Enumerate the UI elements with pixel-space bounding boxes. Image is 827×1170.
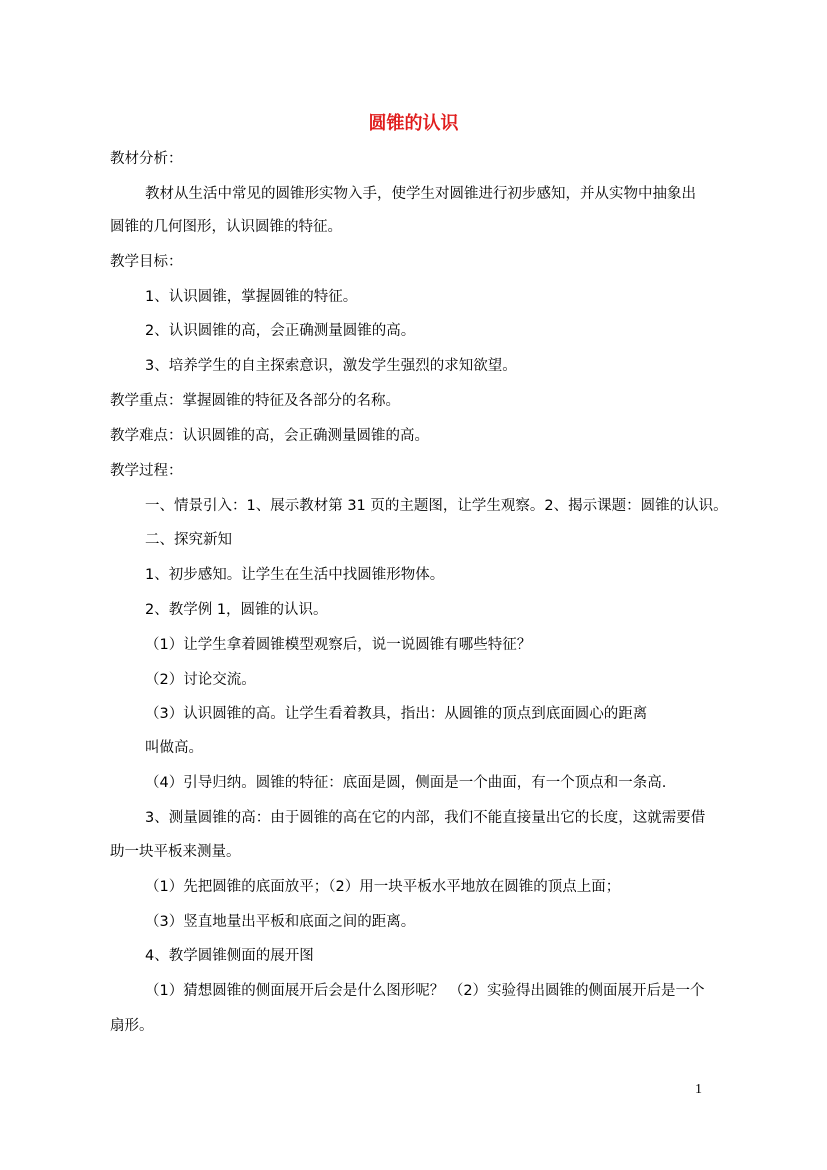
list-item: （3）认识圆锥的高。让学生看着教具，指出：从圆锥的顶点到底面圆心的距离 — [145, 706, 648, 722]
paragraph-line: 助一块平板来测量。 — [110, 844, 241, 860]
list-item: 1、初步感知。让学生在生活中找圆锥形物体。 — [145, 567, 445, 583]
list-item: 3、测量圆锥的高：由于圆锥的高在它的内部，我们不能直接量出它的长度，这就需要借 — [145, 810, 706, 826]
section-heading-teaching-process: 教学过程： — [110, 463, 183, 479]
document-title: 圆锥的认识 — [368, 113, 459, 134]
paragraph-line: 扇形。 — [110, 1018, 154, 1034]
list-item: 4、教学圆锥侧面的展开图 — [145, 948, 314, 964]
paragraph-line: 叫做高。 — [145, 740, 203, 756]
paragraph-line: 一、情景引入：1、展示教材第 31 页的主题图，让学生观察。2、揭示课题：圆锥的认识。 — [145, 498, 728, 514]
section-heading-teaching-goals: 教学目标： — [110, 254, 183, 270]
list-item: （1）让学生拿着圆锥模型观察后，说一说圆锥有哪些特征？ — [145, 637, 532, 653]
section-heading-material-analysis: 教材分析： — [110, 151, 183, 167]
list-item: 1、认识圆锥，掌握圆锥的特征。 — [145, 289, 358, 305]
list-item: （2）讨论交流。 — [145, 672, 256, 688]
list-item: （3）竖直地量出平板和底面之间的距离。 — [145, 914, 416, 930]
list-item: 2、认识圆锥的高，会正确测量圆锥的高。 — [145, 323, 416, 339]
paragraph-line: 圆锥的几何图形，认识圆锥的特征。 — [110, 219, 342, 235]
paragraph-line: 教材从生活中常见的圆锥形实物入手，使学生对圆锥进行初步感知，并从实物中抽象出 — [145, 186, 696, 202]
page-number: 1 — [695, 1082, 702, 1097]
list-item: 2、教学例 1，圆锥的认识。 — [145, 602, 328, 618]
list-item: （1）猜想圆锥的侧面展开后会是什么图形呢？ （2）实验得出圆锥的侧面展开后是一个 — [145, 983, 705, 999]
teaching-difficulty: 教学难点：认识圆锥的高，会正确测量圆锥的高。 — [110, 428, 429, 444]
list-item: （1）先把圆锥的底面放平；（2）用一块平板水平地放在圆锥的顶点上面； — [145, 879, 621, 895]
teaching-key-point: 教学重点：掌握圆锥的特征及各部分的名称。 — [110, 393, 400, 409]
subsection-heading: 二、探究新知 — [145, 532, 232, 548]
list-item: 3、培养学生的自主探索意识，激发学生强烈的求知欲望。 — [145, 358, 517, 374]
list-item: （4）引导归纳。圆锥的特征：底面是圆，侧面是一个曲面，有一个顶点和一条高. — [145, 775, 667, 791]
